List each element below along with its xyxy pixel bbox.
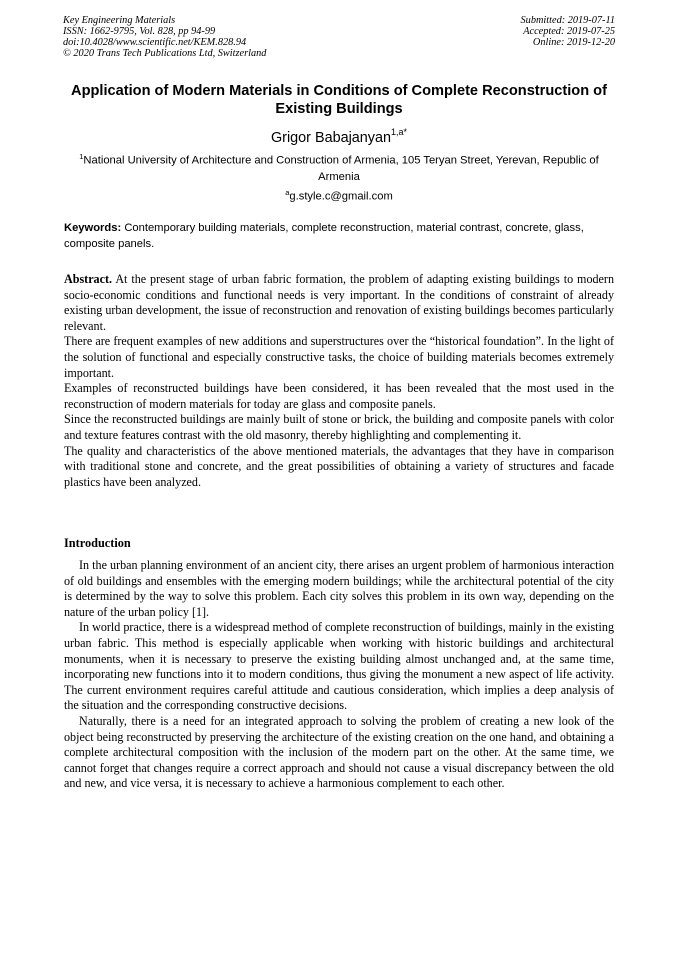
affiliation-marker: 1: [79, 152, 84, 161]
author-line: [64, 124, 614, 147]
journal-info: [63, 15, 266, 59]
introduction-section: [64, 558, 614, 792]
paper-title: Application of Modern Materials in Conditions of Complete Reconstruction of Existing Buildings: [71, 83, 607, 117]
abstract-paragraph: Since the reconstructed buildings are mainly built of stone or brick, the building and composite panels with color and texture features contrast with the old masonry, thereby highlighting and complementing it.: [64, 412, 614, 442]
introduction-paragraph: In the urban planning environment of an ancient city, there arises an urgent problem of harmonious interaction of old buildings and ensembles with the emerging modern buildings; while the architectural potential of the city is determined by the way to solve this problem. Each city solves this problem in its own way, depending on the nature of the urban policy [1].: [64, 558, 614, 619]
affiliation: [64, 149, 614, 185]
abstract-paragraph: [64, 272, 614, 334]
author-superscript: 1,a*: [390, 127, 407, 137]
abstract-paragraph: The quality and characteristics of the above mentioned materials, the advantages that they have in comparison with traditional stone and concrete, and the great possibilities of obtaining a variety of structures and facade plastics have been analyzed.: [64, 443, 614, 489]
abstract-paragraph: Examples of reconstructed buildings have been considered, it has been revealed that the most used in the reconstruction of modern materials for today are glass and composite panels.: [64, 381, 614, 411]
abstract-section: [64, 272, 614, 490]
copyright-line: © 2020 Trans Tech Publications Ltd, Switzerland: [63, 48, 267, 59]
keywords-text: Contemporary building materials, complete reconstruction, material contrast, concrete, glass, composite panels.: [64, 222, 584, 250]
doi-line: doi:10.4028/www.scientific.net/KEM.828.94: [63, 37, 247, 48]
author-email: [64, 186, 614, 204]
affiliation-text: National University of Architecture and Construction of Armenia, 105 Teryan Street, Yerevan, Republic of Armenia: [83, 154, 599, 183]
accepted-date: Accepted: 2019-07-25: [523, 26, 615, 37]
introduction-heading: Introduction: [64, 536, 131, 550]
keywords: [64, 221, 614, 252]
online-date: Online: 2019-12-20: [532, 37, 615, 48]
introduction-paragraph: Naturally, there is a need for an integrated approach to solving the problem of creating a new look of the object being reconstructed by preserving the architecture of the existing creation on the one hand, and obtaining a complete architectural composition with the inclusion of the modern part on the other. At the same time, we cannot forget that changes require a correct approach and should not cause a visual discrepancy between the old and new, and vice versa, it is necessary to achieve a harmonious complement to each other.: [64, 713, 614, 791]
keywords-label: Keywords:: [64, 222, 122, 234]
email-marker: a: [285, 188, 290, 197]
submitted-date: Submitted: 2019-07-11: [520, 15, 615, 26]
abstract-label: Abstract.: [64, 272, 113, 286]
journal-name: Key Engineering Materials: [63, 15, 176, 26]
introduction-paragraph: In world practice, there is a widespread method of complete reconstruction of buildings, mainly in the existing urban fabric. This method is especially applicable when working with historic buildings and architectural monuments, when it is necessary to preserve the existing building almost unchanged and, at the same time, incorporating new functions into it to modern conditions, thus giving the monument a new aspect of life activity. The current environment requires careful attitude and cautious consideration, which implies a deep analysis of the situation and the corresponding constructive decisions.: [64, 620, 614, 713]
abstract-paragraph: There are frequent examples of new additions and superstructures over the “historical foundation”. In the light of the solution of functional and especially constructive tasks, the choice of building materials becomes extremely important.: [64, 334, 614, 380]
issn-line: ISSN: 1662-9795, Vol. 828, pp 94-99: [63, 26, 216, 37]
abstract-paragraph-text: At the present stage of urban fabric formation, the problem of adapting existing buildings to modern socio-economic conditions and functional needs is very important. In the conditions of constraint of already existing urban development, the issue of reconstruction and renovation of existing buildings becomes particularly relevant.: [64, 272, 614, 333]
author-name: Grigor Babajanyan: [270, 129, 391, 146]
email-address[interactable]: g.style.c@gmail.com: [289, 190, 393, 203]
publication-dates: [521, 15, 615, 48]
